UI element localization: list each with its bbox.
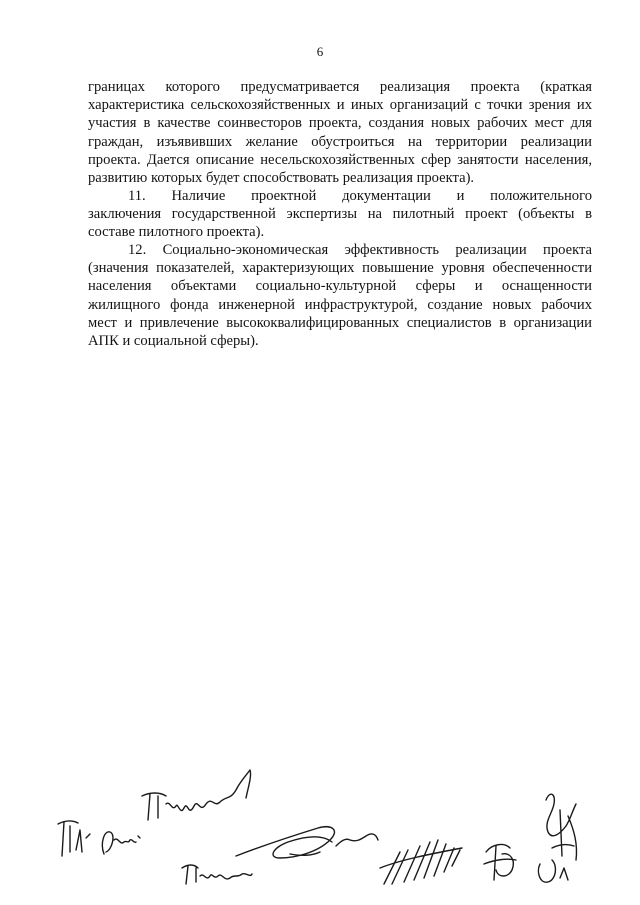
text-line: границах которого предусматривается реализация проекта (краткая bbox=[88, 79, 592, 95]
signature-3 bbox=[142, 770, 251, 820]
signature-4 bbox=[182, 865, 252, 884]
text-line: (значения показателей, характеризующих повышение уровня обеспеченности bbox=[88, 260, 592, 277]
signature-5 bbox=[236, 827, 378, 858]
signature-7 bbox=[484, 845, 516, 880]
text-line: 11. Наличие проектной документации и положительного bbox=[128, 188, 592, 204]
text-line: мест и привлечение высококвалифицированных специалистов в организации bbox=[88, 314, 592, 331]
item-11-paragraph bbox=[88, 187, 592, 242]
text-line: жилищного фонда инженерной инфраструктурой, создание новых рабочих bbox=[88, 296, 592, 313]
text-line: граждан, изъявивших желание обустроиться на территории реализации bbox=[88, 133, 592, 150]
text-line: 12. Социально-экономическая эффективность реализации проекта bbox=[128, 242, 592, 258]
signature-6 bbox=[380, 840, 462, 884]
text-line: заключения государственной экспертизы на пилотный проект (объекты в bbox=[88, 206, 592, 223]
text-line: характеристика сельскохозяйственных и иных организаций с точки зрения их bbox=[88, 97, 592, 114]
text-line: развитию которых будет способствовать реализация проекта). bbox=[88, 170, 475, 187]
paragraph-continuation bbox=[88, 78, 592, 187]
text-line: проекта. Дается описание несельскохозяйственных сфер занятости населения, bbox=[88, 151, 592, 168]
signature-1 bbox=[58, 821, 90, 856]
signature-2 bbox=[102, 832, 140, 854]
text-line: составе пилотного проекта). bbox=[88, 224, 265, 241]
signatures-area bbox=[0, 760, 640, 905]
text-line: участия в качестве соинвесторов проекта, создания новых рабочих мест для bbox=[88, 115, 592, 132]
text-line: населения объектами социально-культурной сферы и оснащенности bbox=[88, 278, 592, 295]
item-12-paragraph bbox=[88, 241, 592, 350]
signature-8 bbox=[538, 794, 576, 882]
text-line: АПК и социальной сферы). bbox=[88, 333, 259, 350]
page-number: 6 bbox=[316, 44, 324, 59]
